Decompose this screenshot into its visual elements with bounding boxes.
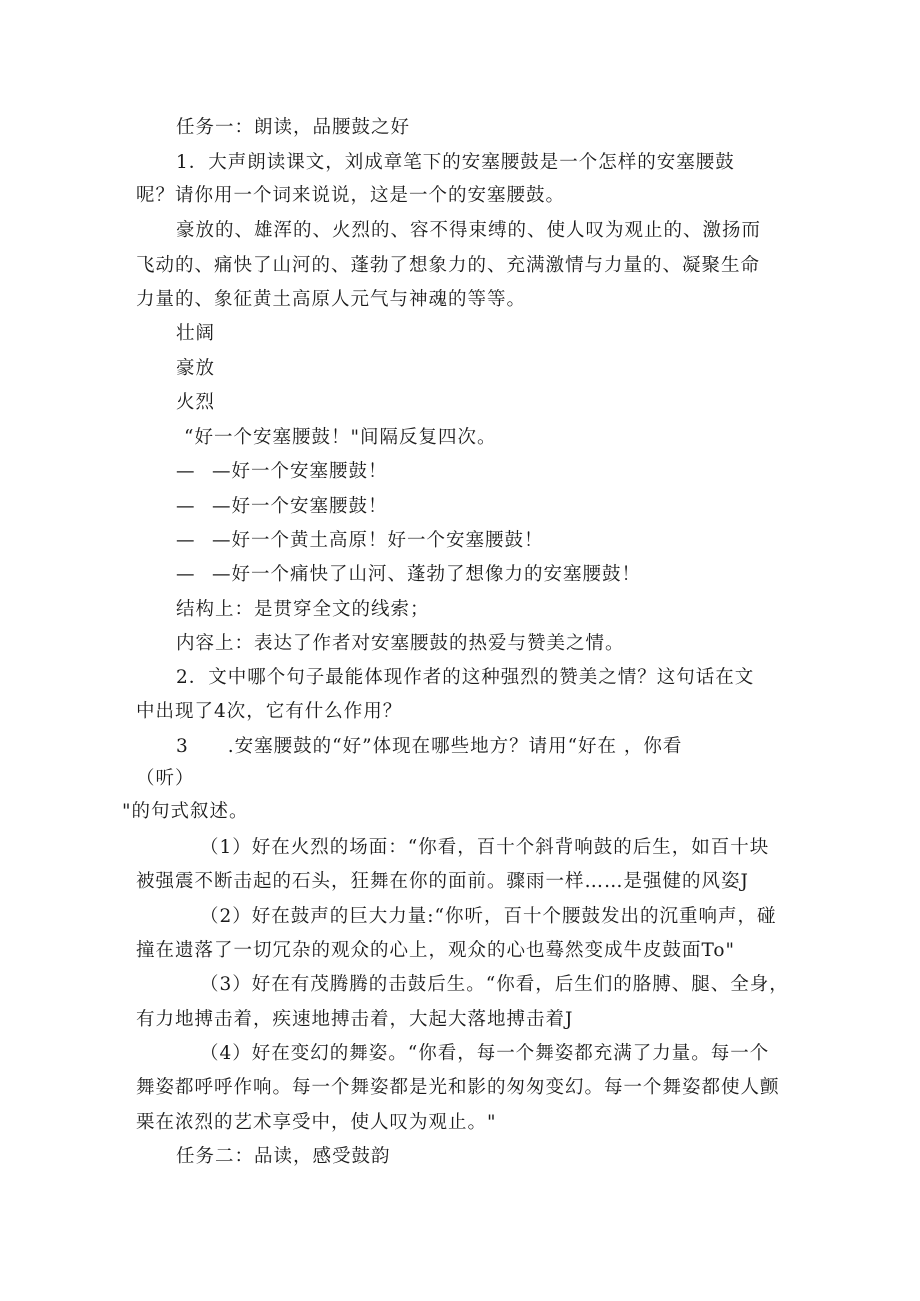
answer-1-line-3: 力量的、象征黄土高原人元气与神魂的等等。: [136, 289, 527, 310]
question-1-line-2: 呢？请你用一个词来说说，这是一个的安塞腰鼓。: [136, 185, 566, 206]
point-3-line-1: （3）好在有茂腾腾的击鼓后生。“你看，后生们的胳膊、腿、全身，: [200, 974, 789, 995]
point-4-line-1: （4）好在变幻的舞姿。“你看，每一个舞姿都充满了力量。每一个: [200, 1043, 770, 1064]
point-2-line-2: 撞在遗落了一切冗杂的观众的心上，观众的心也蓦然变成牛皮鼓面To": [136, 940, 736, 961]
dash-mark: —: [176, 461, 195, 482]
point-2-line-1: （2）好在鼓声的巨大力量:“你听，百十个腰鼓发出的沉重响声，碰: [200, 906, 777, 927]
question-3-line-2: （听）: [136, 768, 195, 789]
word-3: 火烈: [176, 392, 216, 413]
point-1-line-1: （1）好在火烈的场面：“你看，百十个斜背响鼓的后生，如百十块: [200, 837, 770, 858]
repeat-note: “好一个安塞腰鼓！"间隔反复四次。: [184, 427, 497, 448]
point-4-line-2: 舞姿都呼呼作响。每一个舞姿都是光和影的匆匆变幻。每一个舞姿都使人颤: [136, 1077, 780, 1098]
answer-1-line-2: 飞动的、痛快了山河的、蓬勃了想象力的、充满激情与力量的、凝聚生命: [136, 255, 761, 276]
refrain-line-3: —好一个黄土高原！好一个安塞腰鼓！: [212, 530, 544, 551]
refrain-line-4: —好一个痛快了山河、蓬勃了想像力的安塞腰鼓！: [212, 564, 642, 585]
dash-mark: —: [176, 530, 195, 551]
answer-1-line-1: 豪放的、雄浑的、火烈的、容不得束缚的、使人叹为观止的、激扬而: [176, 220, 762, 241]
question-2-line-2: 中出现了4次，它有什么作用？: [136, 701, 403, 722]
question-3-line-3: "的句式叙述。: [122, 801, 249, 822]
task-one-heading: 任务一：朗读，品腰鼓之好: [176, 117, 411, 138]
question-3-line-1: 3 .安塞腰鼓的“好”体现在哪些地方？请用“好在 ，你看: [176, 736, 683, 757]
refrain-line-2: —好一个安塞腰鼓！: [212, 496, 388, 517]
refrain-line-1: —好一个安塞腰鼓！: [212, 461, 388, 482]
dash-mark: —: [176, 496, 195, 517]
question-2-line-1: 2．文中哪个句子最能体现作者的这种强烈的赞美之情？这句话在文: [176, 667, 755, 688]
task-two-heading: 任务二：品读，感受鼓韵: [176, 1146, 391, 1167]
point-4-line-3: 栗在浓烈的艺术享受中，使人叹为观止。": [136, 1112, 497, 1133]
point-3-line-2: 有力地搏击着，疾速地搏击着，大起大落地搏击着J: [136, 1009, 574, 1030]
dash-mark: —: [176, 564, 195, 585]
point-1-line-2: 被强震不断击起的石头，狂舞在你的面前。骤雨一样……是强健的风姿J: [136, 871, 749, 892]
word-1: 壮阔: [176, 323, 216, 344]
structure-note: 结构上：是贯穿全文的线索；: [176, 599, 430, 620]
word-2: 豪放: [176, 358, 216, 379]
question-1-line-1: 1．大声朗读课文，刘成章笔下的安塞腰鼓是一个怎样的安塞腰鼓: [176, 152, 735, 173]
content-note: 内容上：表达了作者对安塞腰鼓的热爱与赞美之情。: [176, 633, 625, 654]
